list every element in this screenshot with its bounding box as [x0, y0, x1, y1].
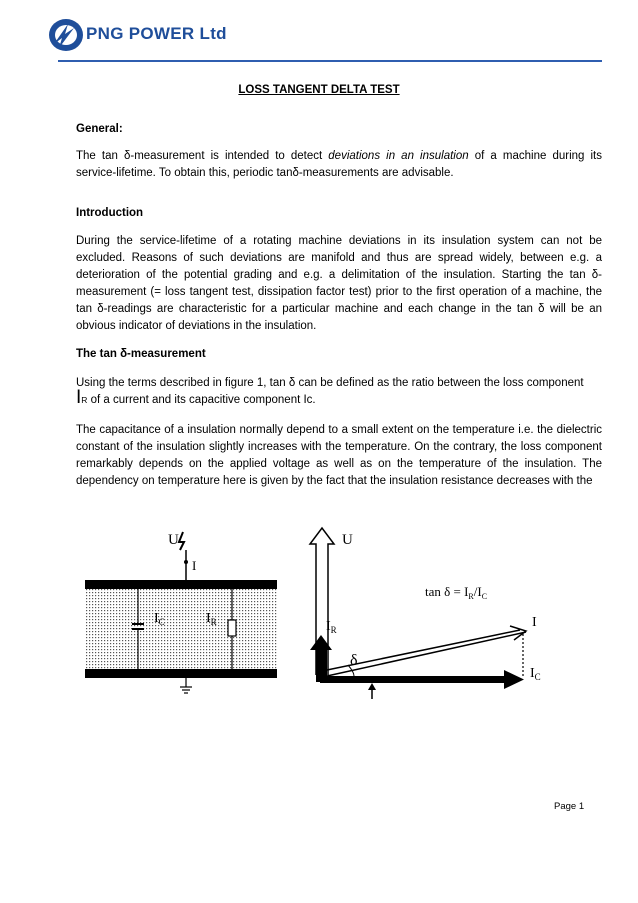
- tan-text-b: of a current and its capacitive component Ic.: [87, 394, 316, 406]
- top-electrode: [85, 580, 277, 589]
- general-text-a: The tan δ-measurement is intended to detect: [76, 150, 329, 162]
- general-heading: General:: [76, 123, 123, 135]
- lead-node: [184, 560, 188, 564]
- tan-delta-formula: $\tan \delta = I_R/I_C$: [425, 584, 488, 601]
- document-title: LOSS TANGENT DELTA TEST: [238, 84, 400, 96]
- header-rule: [58, 60, 602, 62]
- resistor-symbol: [228, 620, 236, 636]
- tan-text-a: Using the terms described in figure 1, tan δ can be defined as the ratio between the loss component: [76, 377, 584, 389]
- figure-1: [80, 520, 580, 710]
- logo-text: PNG POWER Ltd: [86, 24, 227, 43]
- phasor-u-label: U: [342, 532, 353, 548]
- lightning-icon: [179, 532, 184, 550]
- delta-angle-label: δ: [350, 652, 358, 669]
- schematic-ic-label: $I_C$: [154, 611, 165, 627]
- schematic-i-label: I: [192, 558, 197, 573]
- bottom-electrode: [85, 669, 277, 678]
- insulation-schematic: [85, 532, 277, 693]
- insulation-layer: [85, 589, 277, 669]
- tan-measurement-paragraph-1: [76, 375, 602, 409]
- ic-phasor-head: [504, 670, 524, 689]
- phasor-i-label: I: [532, 615, 537, 630]
- schematic-u-label: U: [168, 532, 179, 548]
- general-paragraph: [76, 148, 602, 182]
- schematic-ir-label: $I_R$: [206, 611, 217, 627]
- phasor-ir-label: $I_R$: [326, 619, 337, 635]
- general-emphasis: deviations in an insulation: [328, 150, 469, 162]
- introduction-heading: Introduction: [76, 207, 144, 219]
- tan-measurement-heading: The tan δ-measurement: [76, 348, 206, 360]
- general-text-b: of a machine during its service-lifetime. To obtain this, periodic tanδ-measurements are advisable.: [76, 150, 602, 179]
- tan-measurement-paragraph-2: The capacitance of a insulation normally depend to a small extent on the temperature i.e. the dielectric constant of the insulation slightly increases with the temperature. On the contrary, the loss component remarkably depends on the applied voltage as well as on the temperature of the insulation. The dependency on temperature here is given by the fact that the insulation resistance decreases with the: [76, 424, 602, 487]
- introduction-paragraph: During the service-lifetime of a rotating machine deviations in its insulation system can not be excluded. Reasons of such deviations are manifold and thus are spread widely, between e.g. a deterioration of the potential grading and e.g. a delimitation of the insulation. Starting the tan δ-measurement (= loss tangent test, dissipation factor test) prior to the first operation of a machine, the tan δ-readings are characteristic for a particular machine and each change in the tan δ will be an obvious indicator of deviations in the insulation.: [76, 235, 602, 332]
- page-number: Page 1: [554, 801, 585, 812]
- ir-symbol: I: [76, 387, 82, 408]
- ic-phasor-bar: [320, 676, 506, 683]
- phasor-ic-label: $I_C$: [530, 666, 541, 682]
- phasor-diagram: [310, 528, 541, 699]
- ir-subscript: R: [81, 395, 88, 405]
- resultant-current-head: [510, 626, 526, 640]
